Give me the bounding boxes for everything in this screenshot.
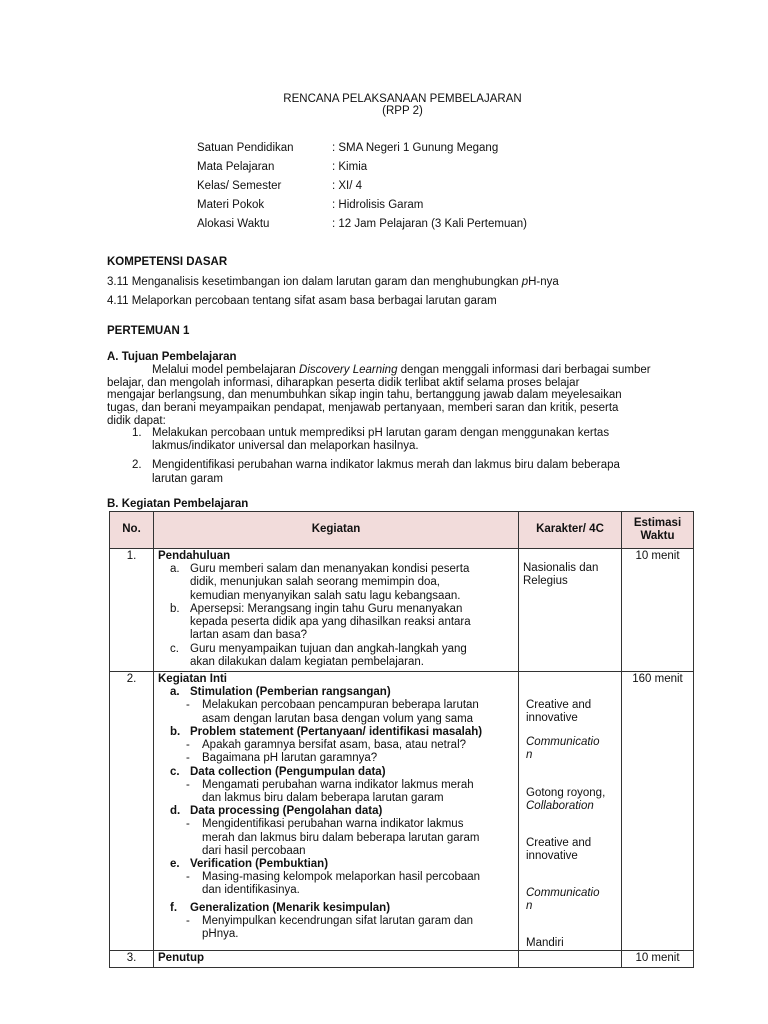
identity-label: Materi Pokok — [197, 199, 265, 211]
kd-item-1 — [107, 276, 559, 289]
item-line: Apersepsi: Merangsang ingin tahu Guru menanyakan — [190, 602, 463, 615]
kd-text: 3.11 Menganalisis kesetimbangan ion dalam larutan garam dan menghubungkan — [107, 276, 522, 288]
item-line: dan lakmus biru dalam beberapa larutan garam — [202, 791, 444, 804]
item-line: dan identifikasinya. — [202, 884, 300, 897]
step-title: Verification (Pembuktian) — [190, 858, 329, 871]
item-line: Mengidentifikasi perubahan warna indikator lakmus — [202, 818, 464, 831]
objective-number: 1. — [132, 427, 142, 439]
step-letter: a. — [170, 686, 180, 699]
dash-bullet: - — [186, 914, 190, 927]
tujuan-line: tugas, dan berani meyampaikan pendapat, menjawab pertanyaan, memberi saran dan kritik, peserta — [107, 402, 619, 414]
list-item — [158, 915, 514, 941]
dash-bullet: - — [186, 818, 190, 831]
col-header-kegiatan: Kegiatan — [154, 512, 519, 549]
step-letter: b. — [170, 725, 181, 738]
identity-value: : Hidrolisis Garam — [332, 199, 424, 211]
item-line: Menyimpulkan kecendrungan sifat larutan garam dan — [202, 914, 474, 927]
step-title: Data collection (Pengumpulan data) — [190, 765, 386, 778]
identity-value: : 12 Jam Pelajaran (3 Kali Pertemuan) — [332, 218, 527, 230]
identity-block — [197, 142, 527, 237]
step-letter: d. — [170, 805, 181, 818]
document-title: RENCANA PELAKSANAAN PEMBELAJARAN — [283, 93, 522, 105]
item-line: Bagaimana pH larutan garamnya? — [202, 752, 378, 765]
karakter-line: innovative — [526, 850, 578, 863]
col-header-estimasi: Estimasi Waktu — [622, 512, 694, 549]
document-subtitle: (RPP 2) — [382, 105, 423, 117]
dash-bullet: - — [186, 778, 190, 791]
step-heading — [158, 686, 514, 699]
objective-line: Mengidentifikasi perubahan warna indikator lakmus merah dan lakmus biru dalam beberapa — [152, 459, 620, 472]
identity-row — [197, 180, 527, 199]
time-estimate: 160 menit — [622, 671, 694, 950]
table-row — [110, 671, 694, 950]
item-text — [202, 699, 514, 725]
dash-bullet: - — [186, 871, 190, 884]
item-text — [202, 915, 514, 941]
kd-italic: p — [521, 276, 529, 288]
objective-list — [132, 427, 697, 492]
karakter-line: Creative and — [526, 836, 592, 849]
step-letter: f. — [170, 901, 178, 914]
identity-row — [197, 218, 527, 237]
item-line: Mengamati perubahan warna indikator lakmus merah — [202, 778, 474, 791]
step-letter: c. — [170, 765, 180, 778]
pertemuan-heading: PERTEMUAN 1 — [107, 325, 190, 337]
kompetensi-heading: KOMPETENSI DASAR — [107, 256, 228, 268]
item-line: Guru memberi salam dan menanyakan kondisi peserta — [190, 563, 470, 576]
step-title: Generalization (Menarik kesimpulan) — [190, 901, 391, 914]
karakter-line: Creative and — [526, 698, 592, 711]
step-heading — [158, 858, 514, 871]
item-line: Guru menyampaikan tujuan dan angkah-langkah yang — [190, 642, 467, 655]
step-title: Data processing (Pengolahan data) — [190, 805, 383, 818]
objective-number: 2. — [132, 459, 142, 472]
tujuan-italic: Discovery Learning — [299, 364, 398, 376]
step-heading — [158, 902, 514, 915]
tujuan-text: Melalui model pembelajaran — [152, 364, 300, 376]
row-number: 1. — [110, 549, 154, 672]
kd-item-2: 4.11 Melaporkan percobaan tentang sifat asam basa berbagai larutan garam — [107, 295, 497, 307]
table-header-row — [110, 512, 694, 549]
identity-label: Alokasi Waktu — [197, 218, 270, 230]
col-header-karakter: Karakter/ 4C — [519, 512, 622, 549]
item-text — [190, 563, 514, 603]
time-estimate: 10 menit — [622, 950, 694, 967]
objective-text — [152, 427, 609, 453]
table-row — [110, 950, 694, 967]
item-text — [202, 779, 514, 805]
item-text — [202, 871, 514, 897]
list-item — [158, 779, 514, 805]
list-item — [158, 752, 514, 765]
stage-title: Kegiatan Inti — [158, 672, 228, 685]
row-number: 3. — [110, 950, 154, 967]
item-line: Melakukan percobaan pencampuran beberapa larutan — [202, 699, 479, 712]
objective-line: Melakukan percobaan untuk memprediksi pH larutan garam dengan menggunakan kertas — [152, 427, 610, 439]
karakter-line: Collaboration — [526, 800, 594, 813]
karakter-text — [526, 699, 591, 725]
col-header-no: No. — [110, 512, 154, 549]
karakter-cell — [519, 950, 622, 967]
list-item — [158, 871, 514, 897]
karakter-line: Communicatio — [526, 735, 600, 748]
objective-item — [132, 427, 697, 453]
list-item — [158, 818, 514, 858]
karakter-cell — [519, 671, 622, 950]
karakter-text — [526, 787, 605, 813]
karakter-line: Gotong royong, — [526, 786, 606, 799]
identity-value: : XI/ 4 — [332, 180, 363, 192]
dash-bullet: - — [186, 699, 190, 712]
karakter-text — [526, 837, 591, 863]
item-text — [190, 643, 514, 669]
kd-text: H-nya — [528, 276, 559, 288]
list-item — [158, 563, 514, 603]
identity-label: Kelas/ Semester — [197, 180, 282, 192]
identity-row — [197, 199, 527, 218]
item-letter: c. — [170, 642, 179, 655]
row-number: 2. — [110, 671, 154, 950]
kegiatan-heading: B. Kegiatan Pembelajaran — [107, 498, 249, 510]
item-line: lartan asam dan basa? — [190, 629, 307, 642]
objective-line: larutan garam — [152, 472, 223, 485]
identity-value: : SMA Negeri 1 Gunung Megang — [332, 142, 499, 154]
item-letter: b. — [170, 602, 180, 615]
item-line: Masing-masing kelompok melaporkan hasil percobaan — [202, 871, 481, 884]
identity-value: : Kimia — [332, 161, 368, 173]
identity-label: Mata Pelajaran — [197, 161, 275, 173]
karakter-line: Relegius — [523, 575, 568, 588]
tujuan-intro — [152, 364, 651, 377]
step-title: Problem statement (Pertanyaan/ identifikasi masalah) — [190, 725, 483, 738]
list-item — [158, 739, 514, 752]
tujuan-line: mengajar berlangsung, dan menumbuhkan sikap ingin tahu, bertanggung jawab dalam meyelesaikan — [107, 389, 622, 401]
karakter-line: n — [526, 749, 533, 762]
step-heading — [158, 805, 514, 818]
table-row — [110, 549, 694, 672]
stage-title: Pendahuluan — [158, 550, 231, 562]
stage-title: Penutup — [158, 951, 204, 964]
step-heading — [158, 766, 514, 779]
list-item — [158, 643, 514, 669]
list-item — [158, 603, 514, 643]
objective-text — [152, 459, 620, 485]
item-line: pHnya. — [202, 928, 239, 941]
item-line: Apakah garamnya bersifat asam, basa, atau netral? — [202, 739, 467, 752]
item-line: asam dengan larutan basa dengan volum yang sama — [202, 712, 474, 725]
identity-row — [197, 161, 527, 180]
item-line: akan dilakukan dalam kegiatan pembelajaran. — [190, 655, 424, 668]
item-line: didik, menunjukan salah seorang memimpin doa, — [190, 576, 440, 589]
item-line: merah dan lakmus biru dalam beberapa larutan garam — [202, 831, 480, 844]
objective-item — [132, 459, 697, 485]
step-title: Stimulation (Pemberian rangsangan) — [190, 686, 391, 699]
item-text — [202, 818, 514, 858]
activity-cell — [154, 549, 519, 672]
list-item — [158, 699, 514, 725]
karakter-text — [526, 887, 600, 913]
tujuan-line: didik dapat: — [107, 415, 166, 427]
identity-row — [197, 142, 527, 161]
tujuan-line: belajar, dan mengolah informasi, diharapkan peserta didik terlibat aktif selama proses belajar — [107, 377, 580, 389]
karakter-text — [526, 736, 600, 762]
step-letter: e. — [170, 858, 180, 871]
activity-cell — [154, 950, 519, 967]
item-letter: a. — [170, 563, 180, 576]
item-line: kepada peserta didik apa yang dihasilkan reaksi antara — [190, 616, 471, 629]
karakter-line: innovative — [526, 712, 578, 725]
karakter-text: Mandiri — [526, 936, 564, 949]
tujuan-heading: A. Tujuan Pembelajaran — [107, 351, 237, 363]
step-heading — [158, 726, 514, 739]
karakter-cell — [519, 549, 622, 672]
tujuan-text: dengan menggali informasi dari berbagai sumber — [397, 364, 651, 376]
time-estimate: 10 menit — [622, 549, 694, 672]
karakter-text — [523, 549, 617, 588]
karakter-line: Nasionalis dan — [523, 562, 599, 574]
karakter-line: n — [526, 900, 533, 913]
item-text — [190, 603, 514, 643]
item-line: kemudian menyanyikan salah satu lagu kebangsaan. — [190, 589, 461, 602]
identity-label: Satuan Pendidikan — [197, 142, 294, 154]
objective-line: lakmus/indikator universal dan melaporkan hasilnya. — [152, 440, 419, 453]
activity-cell — [154, 671, 519, 950]
dash-bullet: - — [186, 752, 190, 765]
item-line: dari hasil percobaan — [202, 844, 306, 857]
karakter-line: Communicatio — [526, 886, 600, 899]
activity-table — [109, 511, 694, 968]
dash-bullet: - — [186, 739, 190, 752]
